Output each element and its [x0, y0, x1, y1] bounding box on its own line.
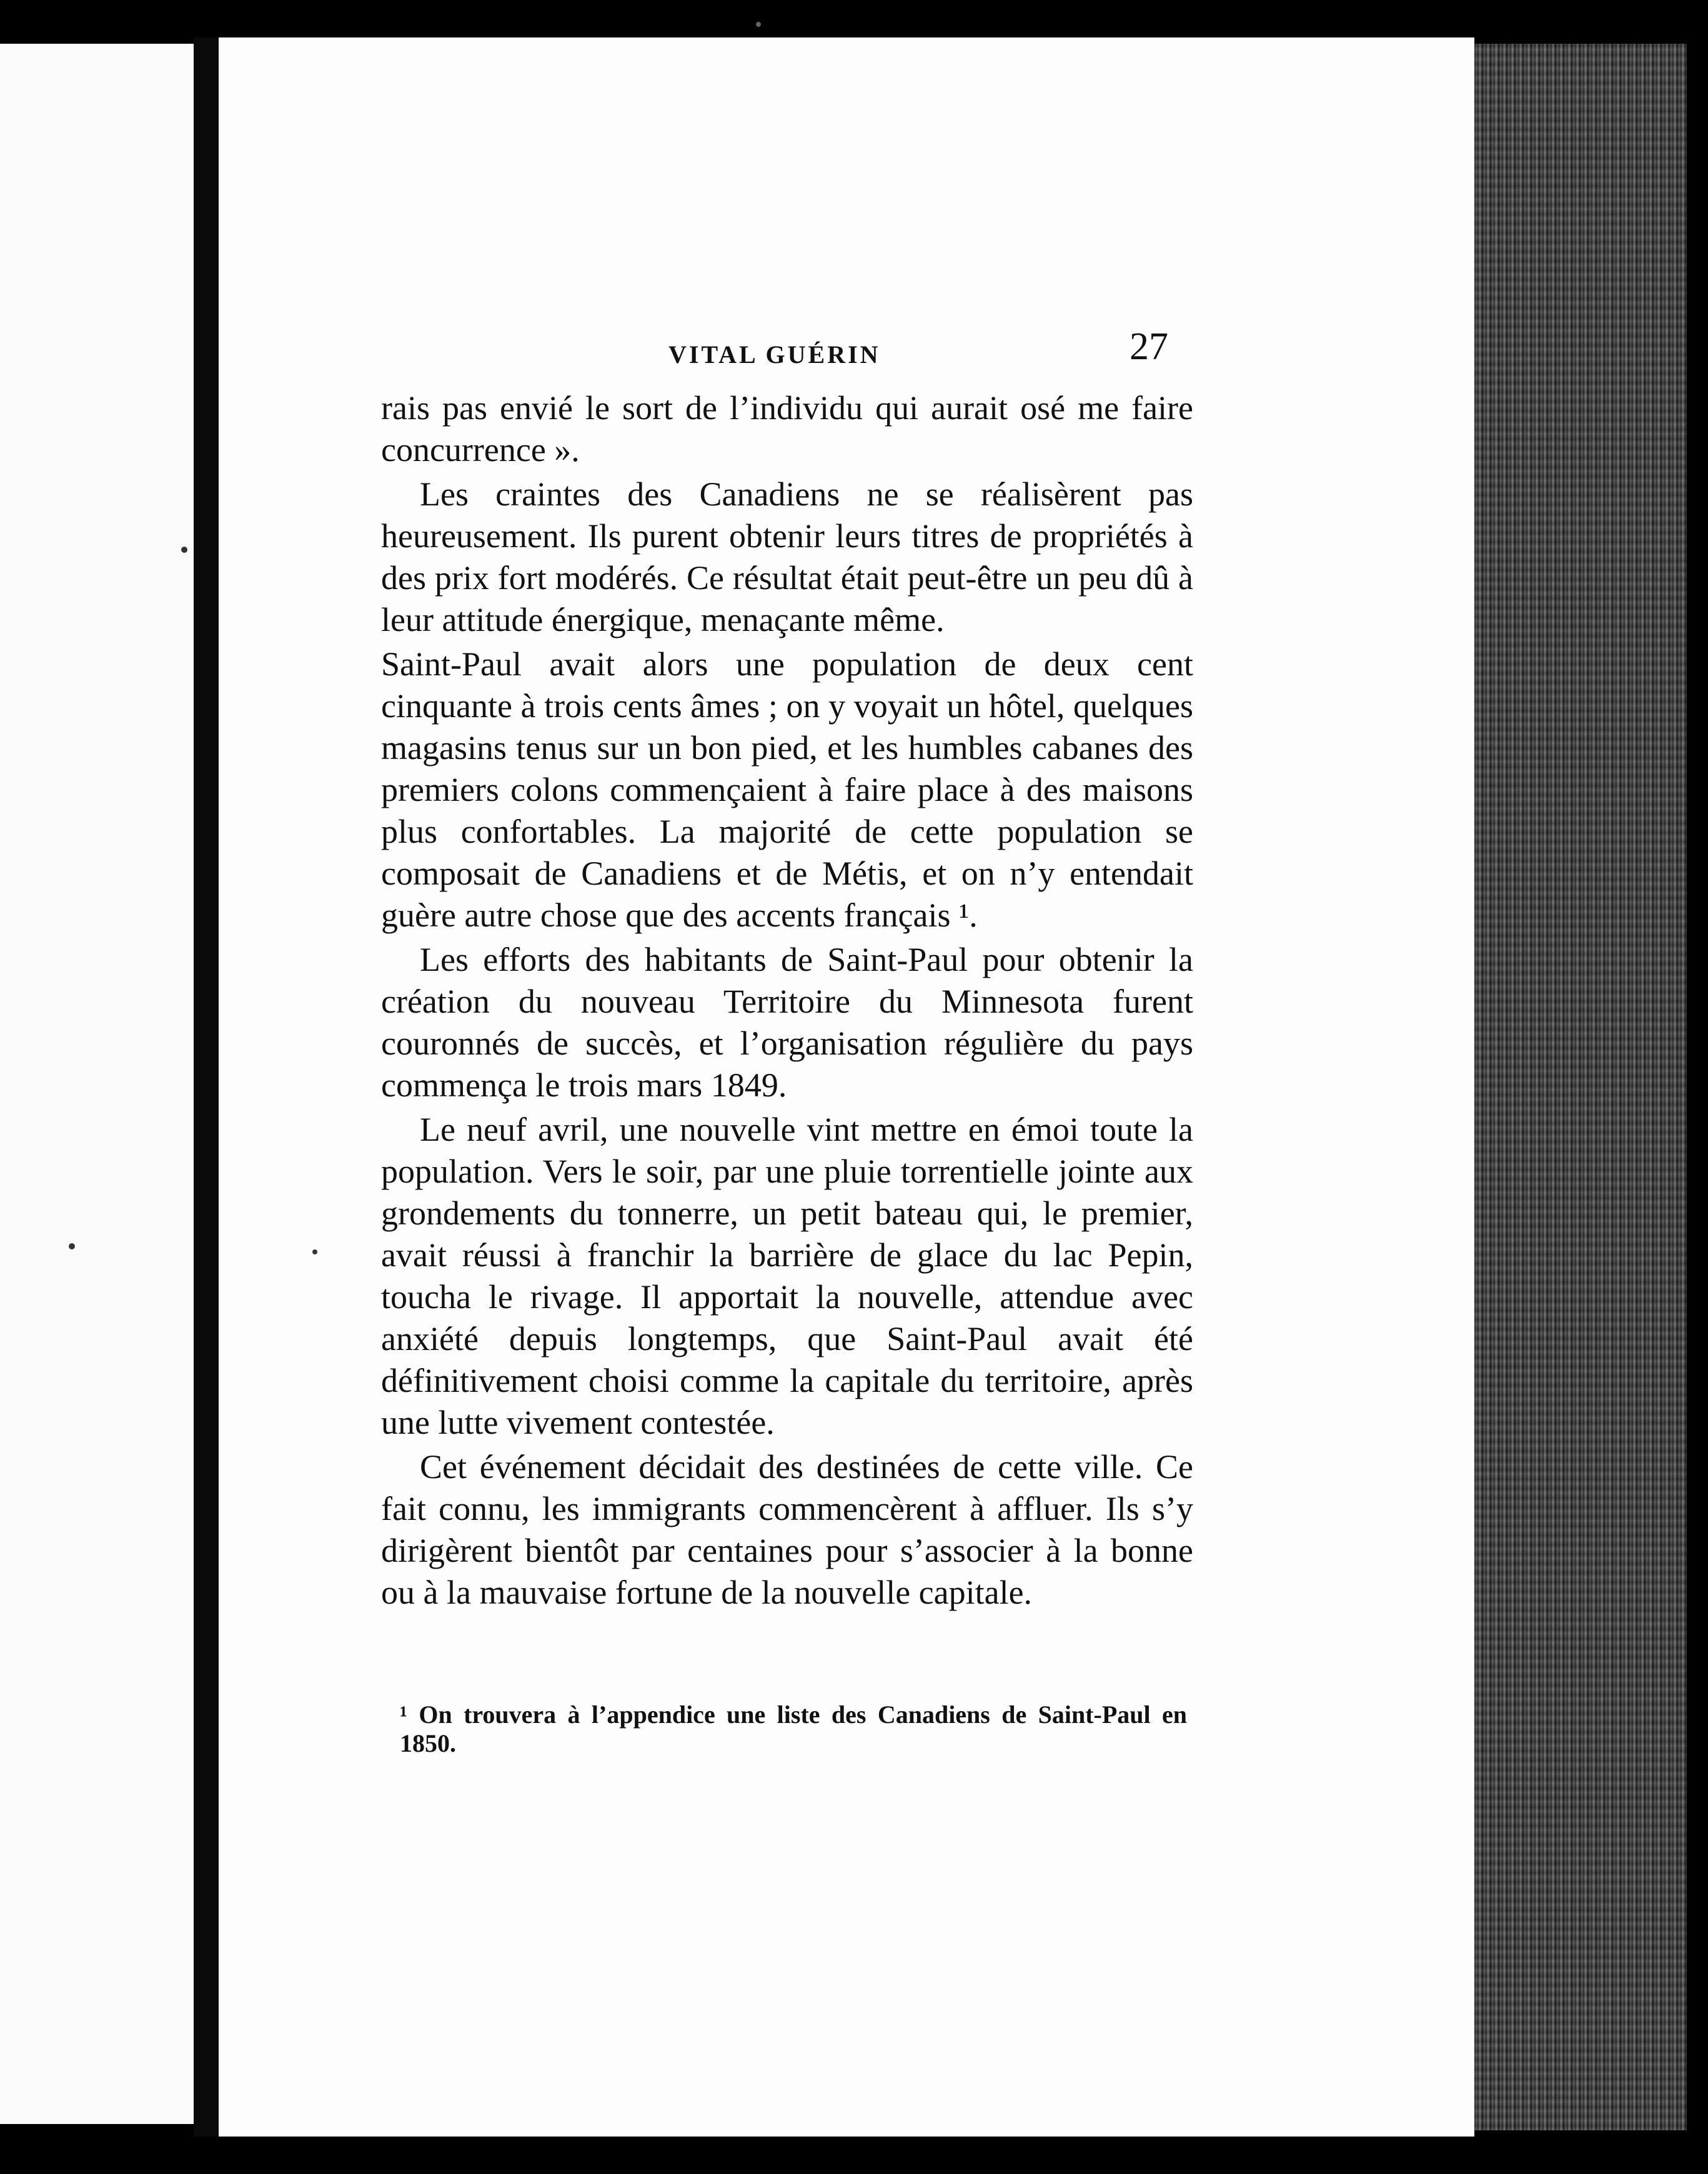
scan-speck — [69, 1243, 75, 1249]
paragraph: Saint-Paul avait alors une population de deux cent cinquante à trois cents âmes ; on y voyait un hôtel, quelques magasins tenus sur un bon pied, et les humbles cabanes des premiers colons commençaient à faire place à des maisons plus confortables. La majorité de cette population se composait de Canadiens et de Métis, et on n’y entendait guère autre chose que des accents français ¹. — [381, 645, 1193, 934]
page-stack-edge — [1474, 44, 1687, 2130]
page-number: 27 — [1130, 325, 1168, 368]
page-header — [668, 325, 1168, 394]
footnote: ¹ On trouvera à l’appendice une liste des Canadiens de Saint-Paul en 1850. — [400, 1700, 1187, 1757]
running-head: VITAL GUÉRIN — [668, 340, 881, 369]
paragraph: Les craintes des Canadiens ne se réalisèrent pas heureusement. Ils purent obtenir leurs titres de propriétés à des prix fort modérés. Ce résultat était peut-être un peu dû à leur attitude énergique, menaçante même. — [381, 475, 1193, 638]
book-gutter — [194, 37, 219, 2137]
paragraph: rais pas envié le sort de l’individu qui aurait osé me faire concurrence ». — [381, 389, 1193, 469]
paragraph: Les efforts des habitants de Saint-Paul pour obtenir la création du nouveau Territoire du Minnesota furent couronnés de succès, et l’organisation régulière du pays commença le trois mars 1849. — [381, 941, 1193, 1104]
paragraph: Cet événement décidait des destinées de cette ville. Ce fait connu, les immigrants commencèrent à affluer. Ils s’y dirigèrent bientôt par centaines pour s’associer à la bonne ou à la mauvaise fortune de la nouvelle capitale. — [381, 1448, 1193, 1611]
facing-page-edge — [0, 44, 196, 2124]
scan-speck — [181, 547, 187, 553]
body-text — [381, 387, 1193, 1616]
scan-speck — [756, 22, 761, 27]
scan-speck — [312, 1249, 317, 1254]
paragraph: Le neuf avril, une nouvelle vint mettre en émoi toute la population. Vers le soir, par une pluie torrentielle jointe aux grondements du tonnerre, un petit bateau qui, le premier, avait réussi à franchir la barrière de glace du lac Pepin, toucha le rivage. Il apportait la nouvelle, attendue avec anxiété depuis longtemps, que Saint-Paul avait été définitivement choisi comme la capitale du territoire, après une lutte vivement contestée. — [381, 1111, 1193, 1441]
